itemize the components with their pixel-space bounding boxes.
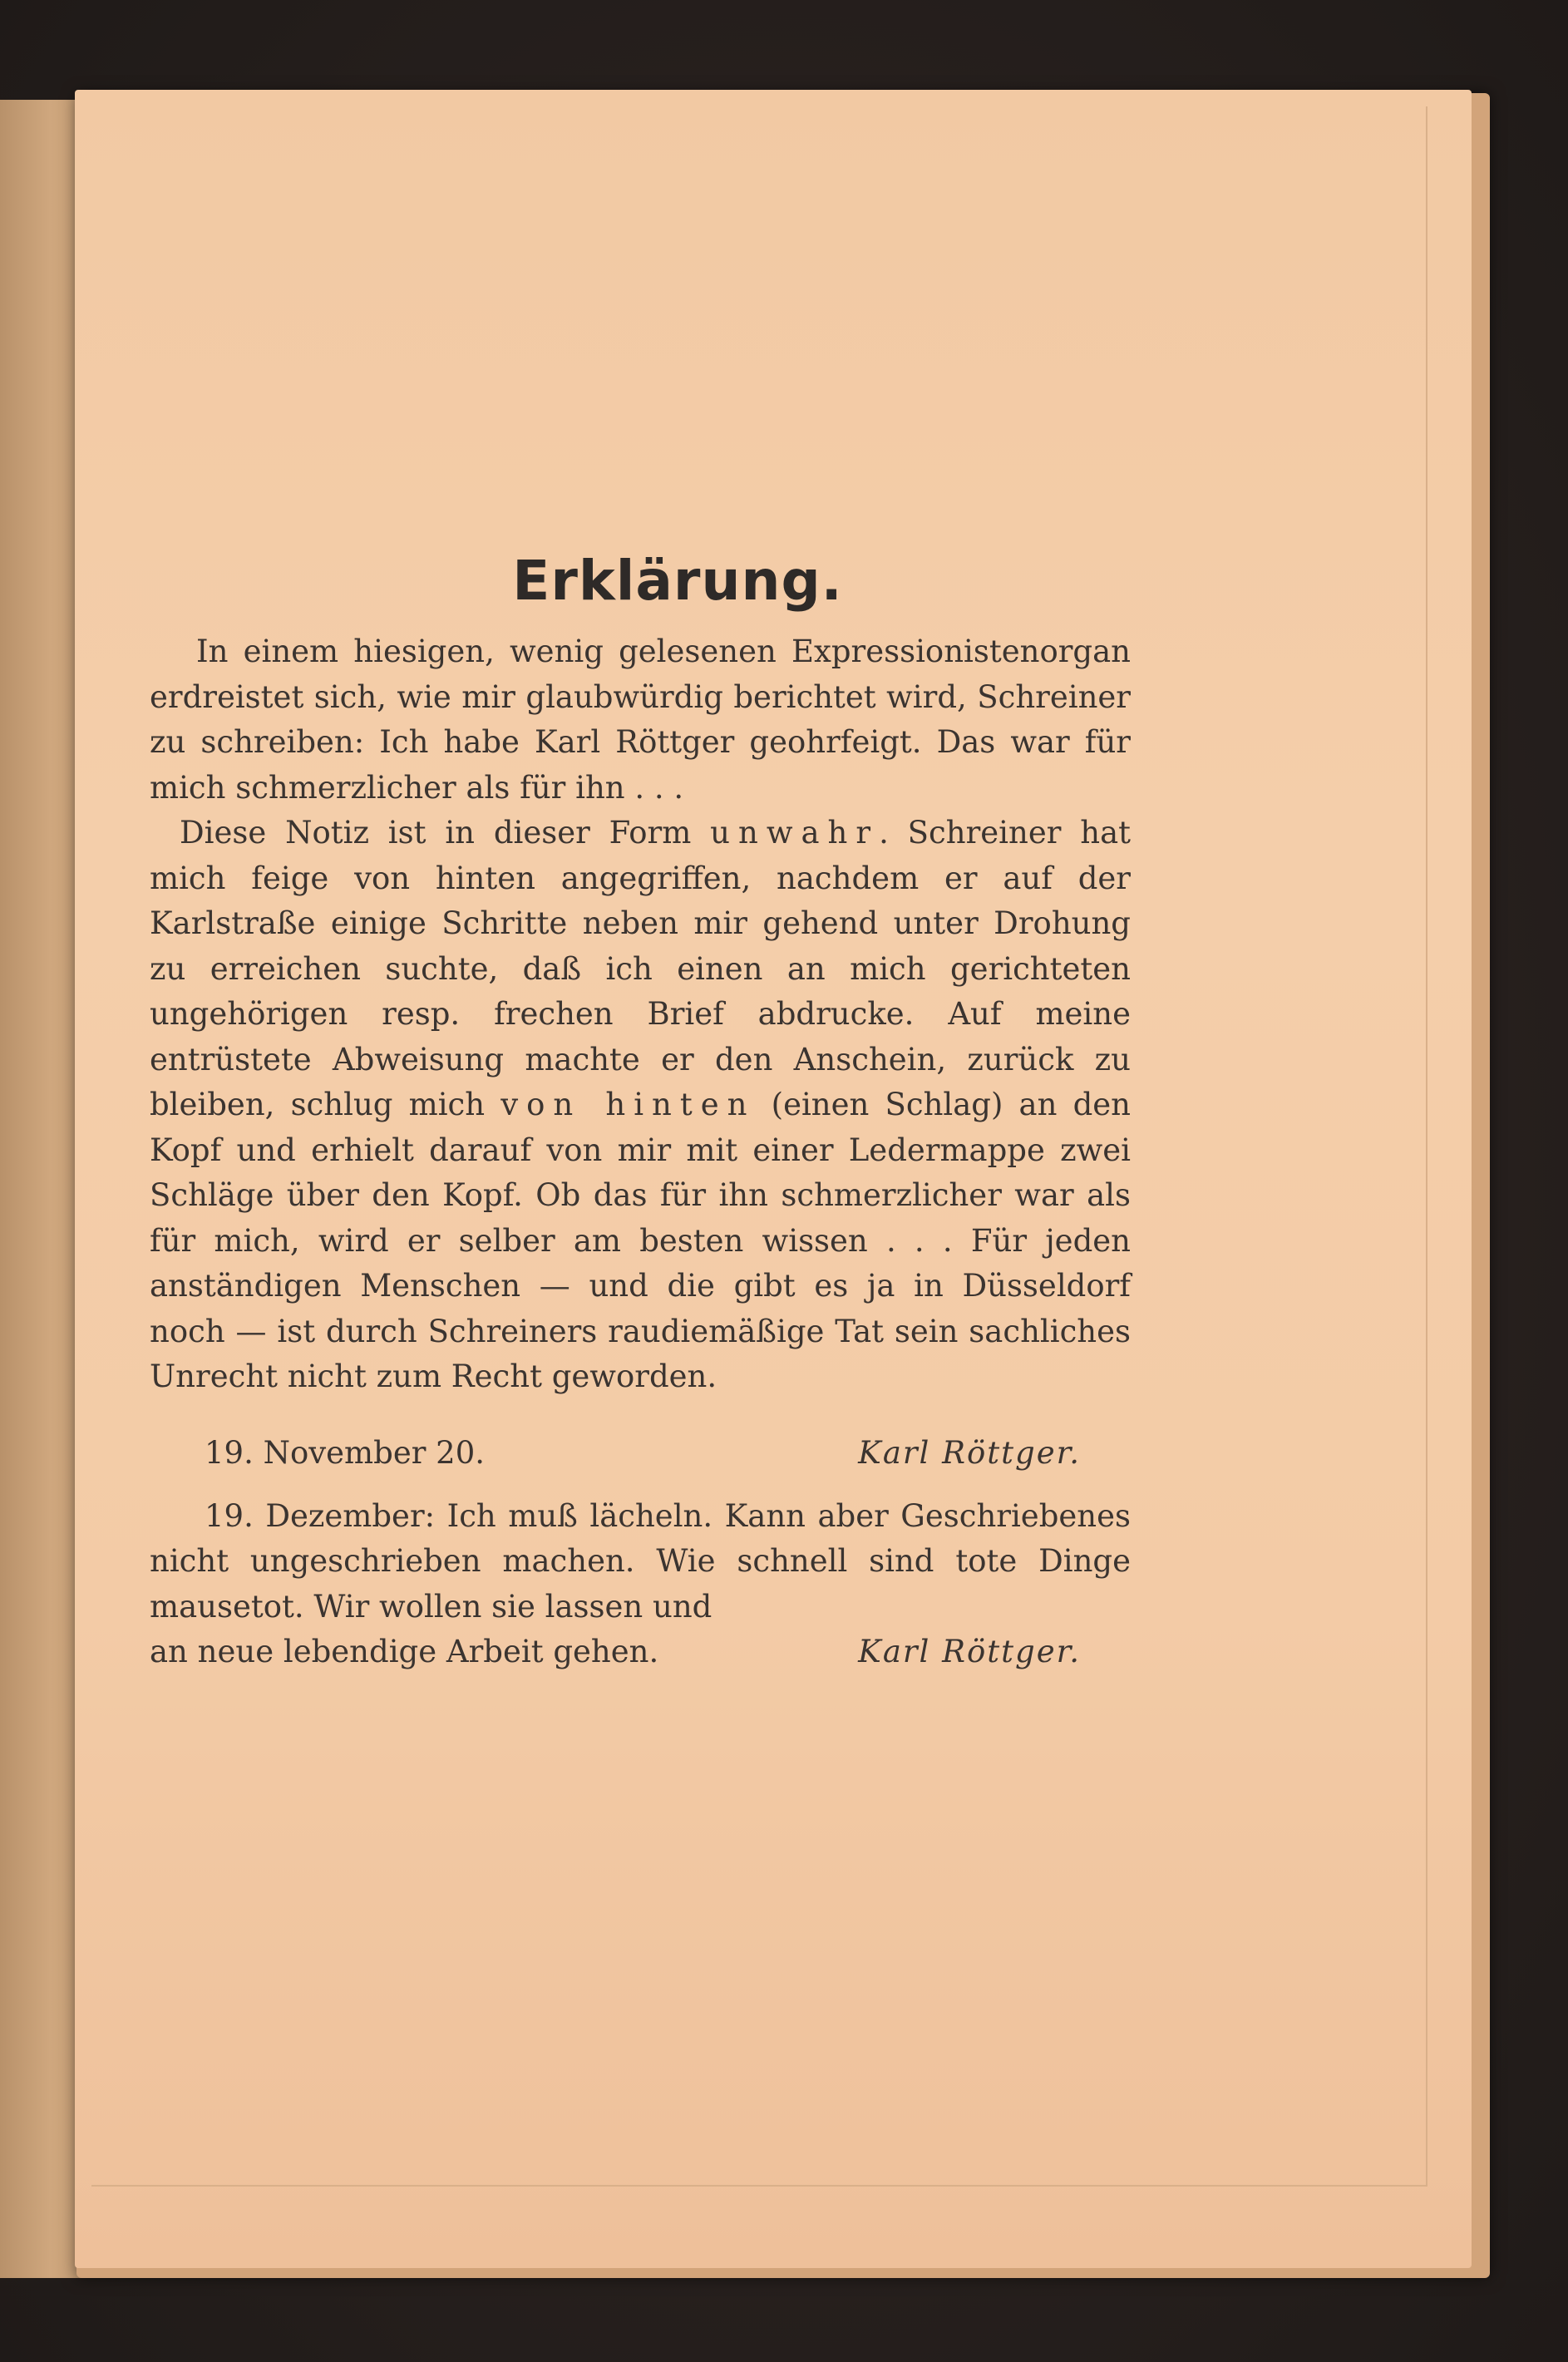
document-content <box>150 449 1131 1675</box>
paragraph-3: 19. Dezember: Ich muß lächeln. Kann aber Geschriebenes nicht ungeschrieben machen. Wie schnell sind tote Dinge mausetot. Wir wollen sie lassen und <box>150 1497 1131 1625</box>
emphasis-von-hinten: von hinten <box>500 1087 756 1122</box>
paragraph-2 <box>150 811 1131 1400</box>
emphasis-unwahr: unwahr <box>710 815 880 851</box>
paragraph-3-last-line <box>150 1630 1131 1675</box>
document-title: Erklärung. <box>512 549 843 613</box>
paragraph-2-part-c: (einen Schlag) an den Kopf und erhielt darauf von mir mit einer Ledermappe zwei Schläge über den Kopf. Ob das für ihn schmerzlicher war als für mich, wird er selber am besten wissen . . . Für jeden anständigen Menschen — und die gibt es ja in Düsseldorf noch — ist durch Schreiners raudiemäßige Tat sein sachliches Unrecht nicht zum Recht geworden. <box>150 1087 1132 1394</box>
paragraph-3-final-text: an neue lebendige Arbeit gehen. <box>150 1634 659 1669</box>
date-signature-line-1 <box>150 1435 1131 1471</box>
signature-2: Karl Röttger. <box>858 1634 1081 1669</box>
paragraph-1: In einem hiesigen, wenig gelesenen Expressionistenorgan erdreistet sich, wie mir glaubwürdig berichtet wird, Schreiner zu schreiben: Ich habe Karl Röttger geohrfeigt. Das war für mich schmerzlicher als für ihn . . . <box>150 634 1131 806</box>
paragraph-2-part-b: . Schreiner hat mich feige von hinten angegriffen, nachdem er auf der Karlstraße einige Schritte neben mir gehend unter Drohung zu erreichen suchte, daß ich einen an mich gerichteten ungehörigen resp. frechen Brief abdrucke. Auf meine entrüstete Abweisung machte er den Anschein, zurück zu bleiben, schlug mich <box>150 815 1131 1122</box>
paragraph-2-part-a: Diese Notiz ist in dieser Form <box>180 815 711 851</box>
signature-1: Karl Röttger. <box>858 1434 1081 1471</box>
date-1: 19. November 20. <box>205 1434 486 1471</box>
